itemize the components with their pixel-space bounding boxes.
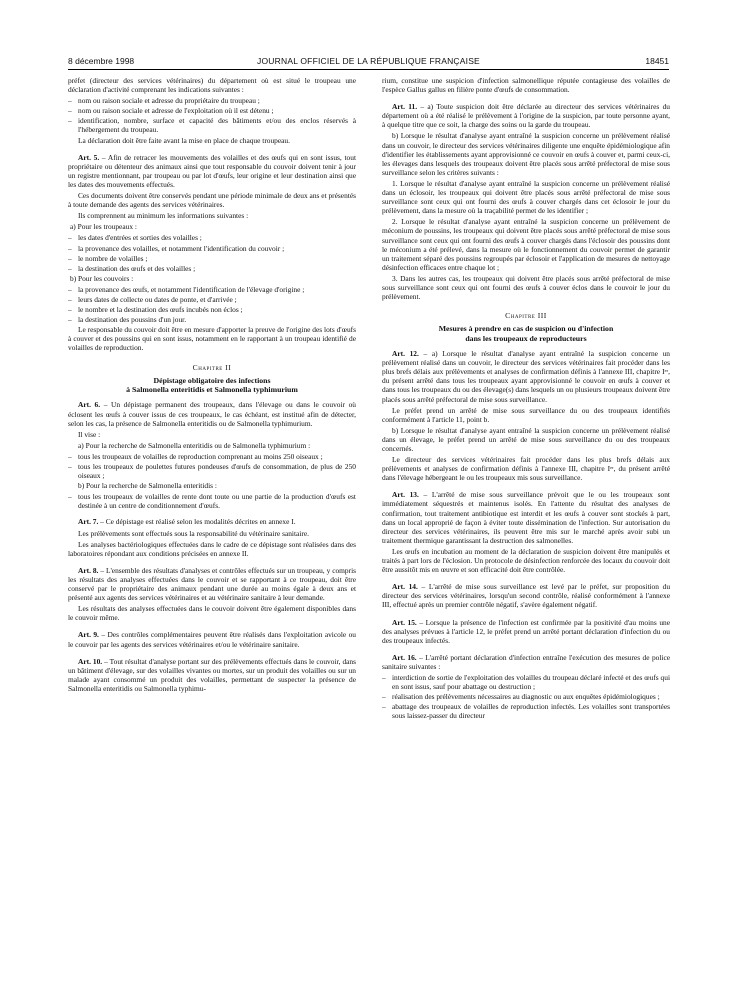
list-item: – identification, nombre, surface et capacité des bâtiments et/ou des enclos réservés à l'hébergement du troupeau. <box>68 116 356 135</box>
article-12: Art. 12. – a) Lorsque le résultat d'analyse ayant entraîné la suspicion concerne un prélèvement réalisé dans un couvoir, le directeur des services vétérinaires fait procéder dans les plus brefs délais aux prélèvements et analyses de confirmation définis à l'annexe III, chapitre Iᵉʳ, du présent arrêté dans tous les troupeaux ayant approvisionné le couvoir en œufs à couver et dans tous les troupeaux du ou des élevage(s) dans lesquels un ou plusieurs troupeaux doivent être placés sous arrêté préfectoral de mise sous surveillance. <box>382 349 670 404</box>
header-journal-title: JOURNAL OFFICIEL DE LA RÉPUBLIQUE FRANÇAISE <box>257 56 480 66</box>
left-column <box>68 76 356 695</box>
header-rule <box>68 69 669 70</box>
header-page-number: 18451 <box>645 56 669 66</box>
paragraph: Les prélèvements sont effectués sous la responsabilité du vétérinaire sanitaire. <box>78 528 309 538</box>
article-15: Art. 15. – Lorsque la présence de l'infection est confirmée par la positivité d'au moins une des analyses prévues à l'article 12, le préfet prend un arrêté portant déclaration d'infection du ou des troupeaux infectés. <box>382 617 671 645</box>
list-item: – réalisation des prélèvements nécessaires au diagnostic ou aux enquêtes épidémiologiques ; <box>382 692 660 702</box>
paragraph: b) Lorsque le résultat d'analyse ayant entraîné la suspicion concerne un prélèvement réalisé dans un couvoir, le directeur des services vétérinaires diligente une enquête épidémiologique afin d'identifier les établissements ayant approvisionné ce couvoir en œufs à couver et, parmi ceux-ci, les élevages dans lesquels des troupeaux doivent être placés sous arrêté préfectoral de mise sous surveillance selon les critères suivants : <box>382 131 670 177</box>
paragraph: Les analyses bactériologiques effectuées dans le cadre de ce dépistage sont réalisées dans des laboratoires répondant aux conditions précisées en annexe II. <box>68 539 356 558</box>
list-heading: b) Pour les couvoirs : <box>70 273 134 283</box>
chapter-heading: Chapitre III <box>505 311 547 321</box>
paragraph: b) Pour la recherche de Salmonella enteritidis : <box>78 481 217 491</box>
paragraph: préfet (directeur des services vétérinaires) du département où est situé le troupeau une déclaration d'activité comprenant les indications suivantes : <box>68 76 356 95</box>
chapter-title: Mesures à prendre en cas de suspicion ou d'infection dans les troupeaux de reproducteurs <box>438 324 614 343</box>
paragraph: 2. Lorsque le résultat d'analyse ayant entraîné la suspicion concerne un prélèvement de méconium de poussins, les troupeaux qui doivent être placés sous arrêté préfectoral de mise sous surveillance sont ceux qui ont fourni des œufs à couver chargés dans l'éclosoir des poussins dont le méconium a été prélevé, dans la mesure où le fonctionnement du couvoir permet de garantir un traitement séparé des poussins regroupés par éclosoir et l'application de mesures de nettoyage désinfection efficaces entre chaque lot ; <box>382 217 670 272</box>
list-item: – interdiction de sortie de l'exploitation des volailles du troupeau déclaré infecté et des œufs qui en sont issus, sauf pour abattage ou destruction ; <box>382 672 670 692</box>
list-item: – tous les troupeaux de poulettes futures pondeuses d'œufs de consommation, de plus de 250 oiseaux ; <box>68 462 356 481</box>
paragraph: Le directeur des services vétérinaires fait procéder dans les plus brefs délais aux prélèvements et analyses de confirmation définis à l'annexe III, chapitre Iᵉʳ, du présent arrêté dans l'élevage hébergeant le ou les troupeaux mis sous surveillance. <box>382 455 670 483</box>
article-11: Art. 11. – a) Toute suspicion doit être déclarée au directeur des services vétérinaires du département où a été réalisé le prélèvement à l'origine de la suspicion, par toute personne ayant, à quelque titre que ce soit, la charge des soins ou la garde du troupeau. <box>382 102 671 130</box>
paragraph: a) Pour la recherche de Salmonella enteritidis ou de Salmonella typhimurium : <box>78 440 311 450</box>
page-header <box>68 56 669 68</box>
article-5: Art. 5. – Afin de retracer les mouvements des volailles et des œufs qui en sont issus, tout propriétaire ou détenteur des animaux ainsi que tout responsable du couvoir doivent tenir à jour un registre mentionnant, par troupeau ou par lot d'œufs, leur origine et leur destination ainsi que les dates des mouvements effectués. <box>68 152 356 189</box>
chapter-title: Dépistage obligatoire des infections à Salmonella enteritidis et Salmonella typhimurium <box>126 375 298 395</box>
list-item: – tous les troupeaux de volailles de rente dont toute ou une partie de la production d'œufs est destinée à un centre de conditionnement d'œufs. <box>68 492 356 511</box>
list-item: – leurs dates de collecte ou dates de ponte, et d'arrivée ; <box>68 294 237 304</box>
list-item: – la destination des œufs et des volailles ; <box>68 263 196 273</box>
header-date: 8 décembre 1998 <box>68 56 135 66</box>
article-7: Art. 7. – Ce dépistage est réalisé selon les modalités décrites en annexe I. <box>78 517 296 527</box>
paragraph: Le préfet prend un arrêté de mise sous surveillance du ou des troupeaux identifiés conformément à l'article 11, point b. <box>382 405 670 424</box>
paragraph: Le responsable du couvoir doit être en mesure d'apporter la preuve de l'origine des lots d'œufs à couver et des poussins qui en sont issus, notamment en le rapportant à un troupeau identifié de volailles de reproduction. <box>68 325 356 353</box>
article-6: Art. 6. – Un dépistage permanent des troupeaux, dans l'élevage ou dans le couvoir où éclosent les œufs à couver issus de ces troupeaux, le cas échéant, est institué afin de détecter, selon les cas, la présence de Salmonella enteritidis ou de Salmonella typhimurium. <box>68 400 356 428</box>
article-8: Art. 8. – L'ensemble des résultats d'analyses et contrôles effectués sur un troupeau, y compris les résultats des analyses effectuées dans le couvoir et se rapportant à ce troupeau, doit être conservé par le propriétaire des animaux pendant une durée au moins égale à deux ans et présenté aux agents des services vétérinaires et au vétérinaire sanitaire à leur demande. <box>68 565 357 603</box>
article-14: Art. 14. – L'arrêté de mise sous surveillance est levé par le préfet, sur proposition du directeur des services vétérinaires, lorsqu'un second contrôle, réalisé conformément à l'annexe III, effectué après un premier contrôle négatif, s'avère également négatif. <box>382 582 671 610</box>
paragraph: rium, constitue une suspicion d'infection salmonellique réputée contagieuse des volailles de l'espèce Gallus gallus en filière ponte d'œufs de consommation. <box>382 76 670 95</box>
paragraph: Les résultats des analyses effectuées dans le couvoir doivent être également disponibles dans le couvoir même. <box>68 604 356 623</box>
list-item: – le nombre et la destination des œufs incubés non éclos ; <box>68 305 243 315</box>
article-10: Art. 10. – Tout résultat d'analyse portant sur des prélèvements effectués dans le couvoir, dans un bâtiment d'élevage, sur des volailles vivantes ou mortes, sur un produit des volailles ou sur un malade ayant consommé un produit des volailles, permettant de suspecter la présence de Salmonella enteritidis ou Salmonella typhimu- <box>68 656 356 693</box>
chapter-heading: Chapitre II <box>192 362 232 372</box>
paragraph: 1. Lorsque le résultat d'analyse ayant entraîné la suspicion concerne un prélèvement réalisé dans un éclosoir, les troupeaux qui doivent être placés sous arrêté préfectoral de mise sous surveillance sont ceux qui ont fourni des œufs à couver chargés dans cet éclosoir le jour du prélèvement, dans la mesure où la traçabilité permet de les identifier ; <box>382 178 670 216</box>
list-item: – abattage des troupeaux de volailles de reproduction infectés. Les volailles sont transportées sous laissez-passer du directeur <box>382 702 670 721</box>
paragraph: b) Lorsque le résultat d'analyse ayant entraîné la suspicion concerne un prélèvement réalisé dans un élevage, le préfet prend un arrêté de mise sous surveillance du ou des troupeaux concernés. <box>382 425 670 453</box>
list-item: – la provenance des œufs, et notamment l'identification de l'élevage d'origine ; <box>68 284 305 294</box>
list-item: – tous les troupeaux de volailles de reproduction comprenant au moins 250 oiseaux ; <box>68 451 323 461</box>
paragraph: Ces documents doivent être conservés pendant une période minimale de deux ans et présentés à toute demande des agents des services vétérinaires. <box>68 191 356 210</box>
paragraph: Il vise : <box>78 429 101 439</box>
article-16: Art. 16. – L'arrêté portant déclaration d'infection entraîne l'exécution des mesures de police sanitaire suivantes : <box>382 652 670 671</box>
paragraph: Ils comprennent au minimum les informations suivantes : <box>78 211 249 221</box>
list-item: – les dates d'entrées et sorties des volailles ; <box>68 233 202 243</box>
paragraph: 3. Dans les autres cas, les troupeaux qui doivent être placés sous arrêté préfectoral de mise sous surveillance sont ceux qui ont fourni des œufs à couver éclos dans le couvoir le jour du prélèvement. <box>382 273 670 302</box>
paragraph: La déclaration doit être faite avant la mise en place de chaque troupeau. <box>78 135 290 145</box>
list-item: – nom ou raison sociale et adresse de l'exploitation où il est détenu ; <box>68 106 274 116</box>
article-9: Art. 9. – Des contrôles complémentaires peuvent être réalisés dans l'exploitation avicole ou le couvoir par les agents des services vétérinaires et/ou le vétérinaire sanitaire. <box>68 630 356 649</box>
right-column <box>382 76 670 721</box>
list-item: – la provenance des volailles, et notamment l'identification du couvoir ; <box>68 243 285 253</box>
list-item: – nom ou raison sociale et adresse du propriétaire du troupeau ; <box>68 96 260 106</box>
list-heading: a) Pour les troupeaux : <box>70 222 137 232</box>
article-13: Art. 13. – L'arrêté de mise sous surveillance prévoit que le ou les troupeaux sont immédiatement séquestrés et maintenus isolés. En l'attente du résultat des analyses de confirmation, tout traitement antibiotique est interdit et les œufs à couver sont stockés à part, dans un local approprié de façon à éviter toute dissémination de l'infection. Sur autorisation du directeur des services vétérinaires, ils peuvent être mis sur le marché après avoir subi un traitement thermique garantissant la destruction des salmonelles. <box>382 490 670 545</box>
list-item: – le nombre de volailles ; <box>68 253 148 263</box>
paragraph: Les œufs en incubation au moment de la déclaration de suspicion doivent être manipulés et traités à part lors de l'éclosion. Un protocole de désinfection renforcée des locaux du couvoir doit être aussitôt mis en œuvre et son efficacité doit être contrôlée. <box>382 546 670 575</box>
list-item: – la destination des poussins d'un jour. <box>68 315 187 325</box>
